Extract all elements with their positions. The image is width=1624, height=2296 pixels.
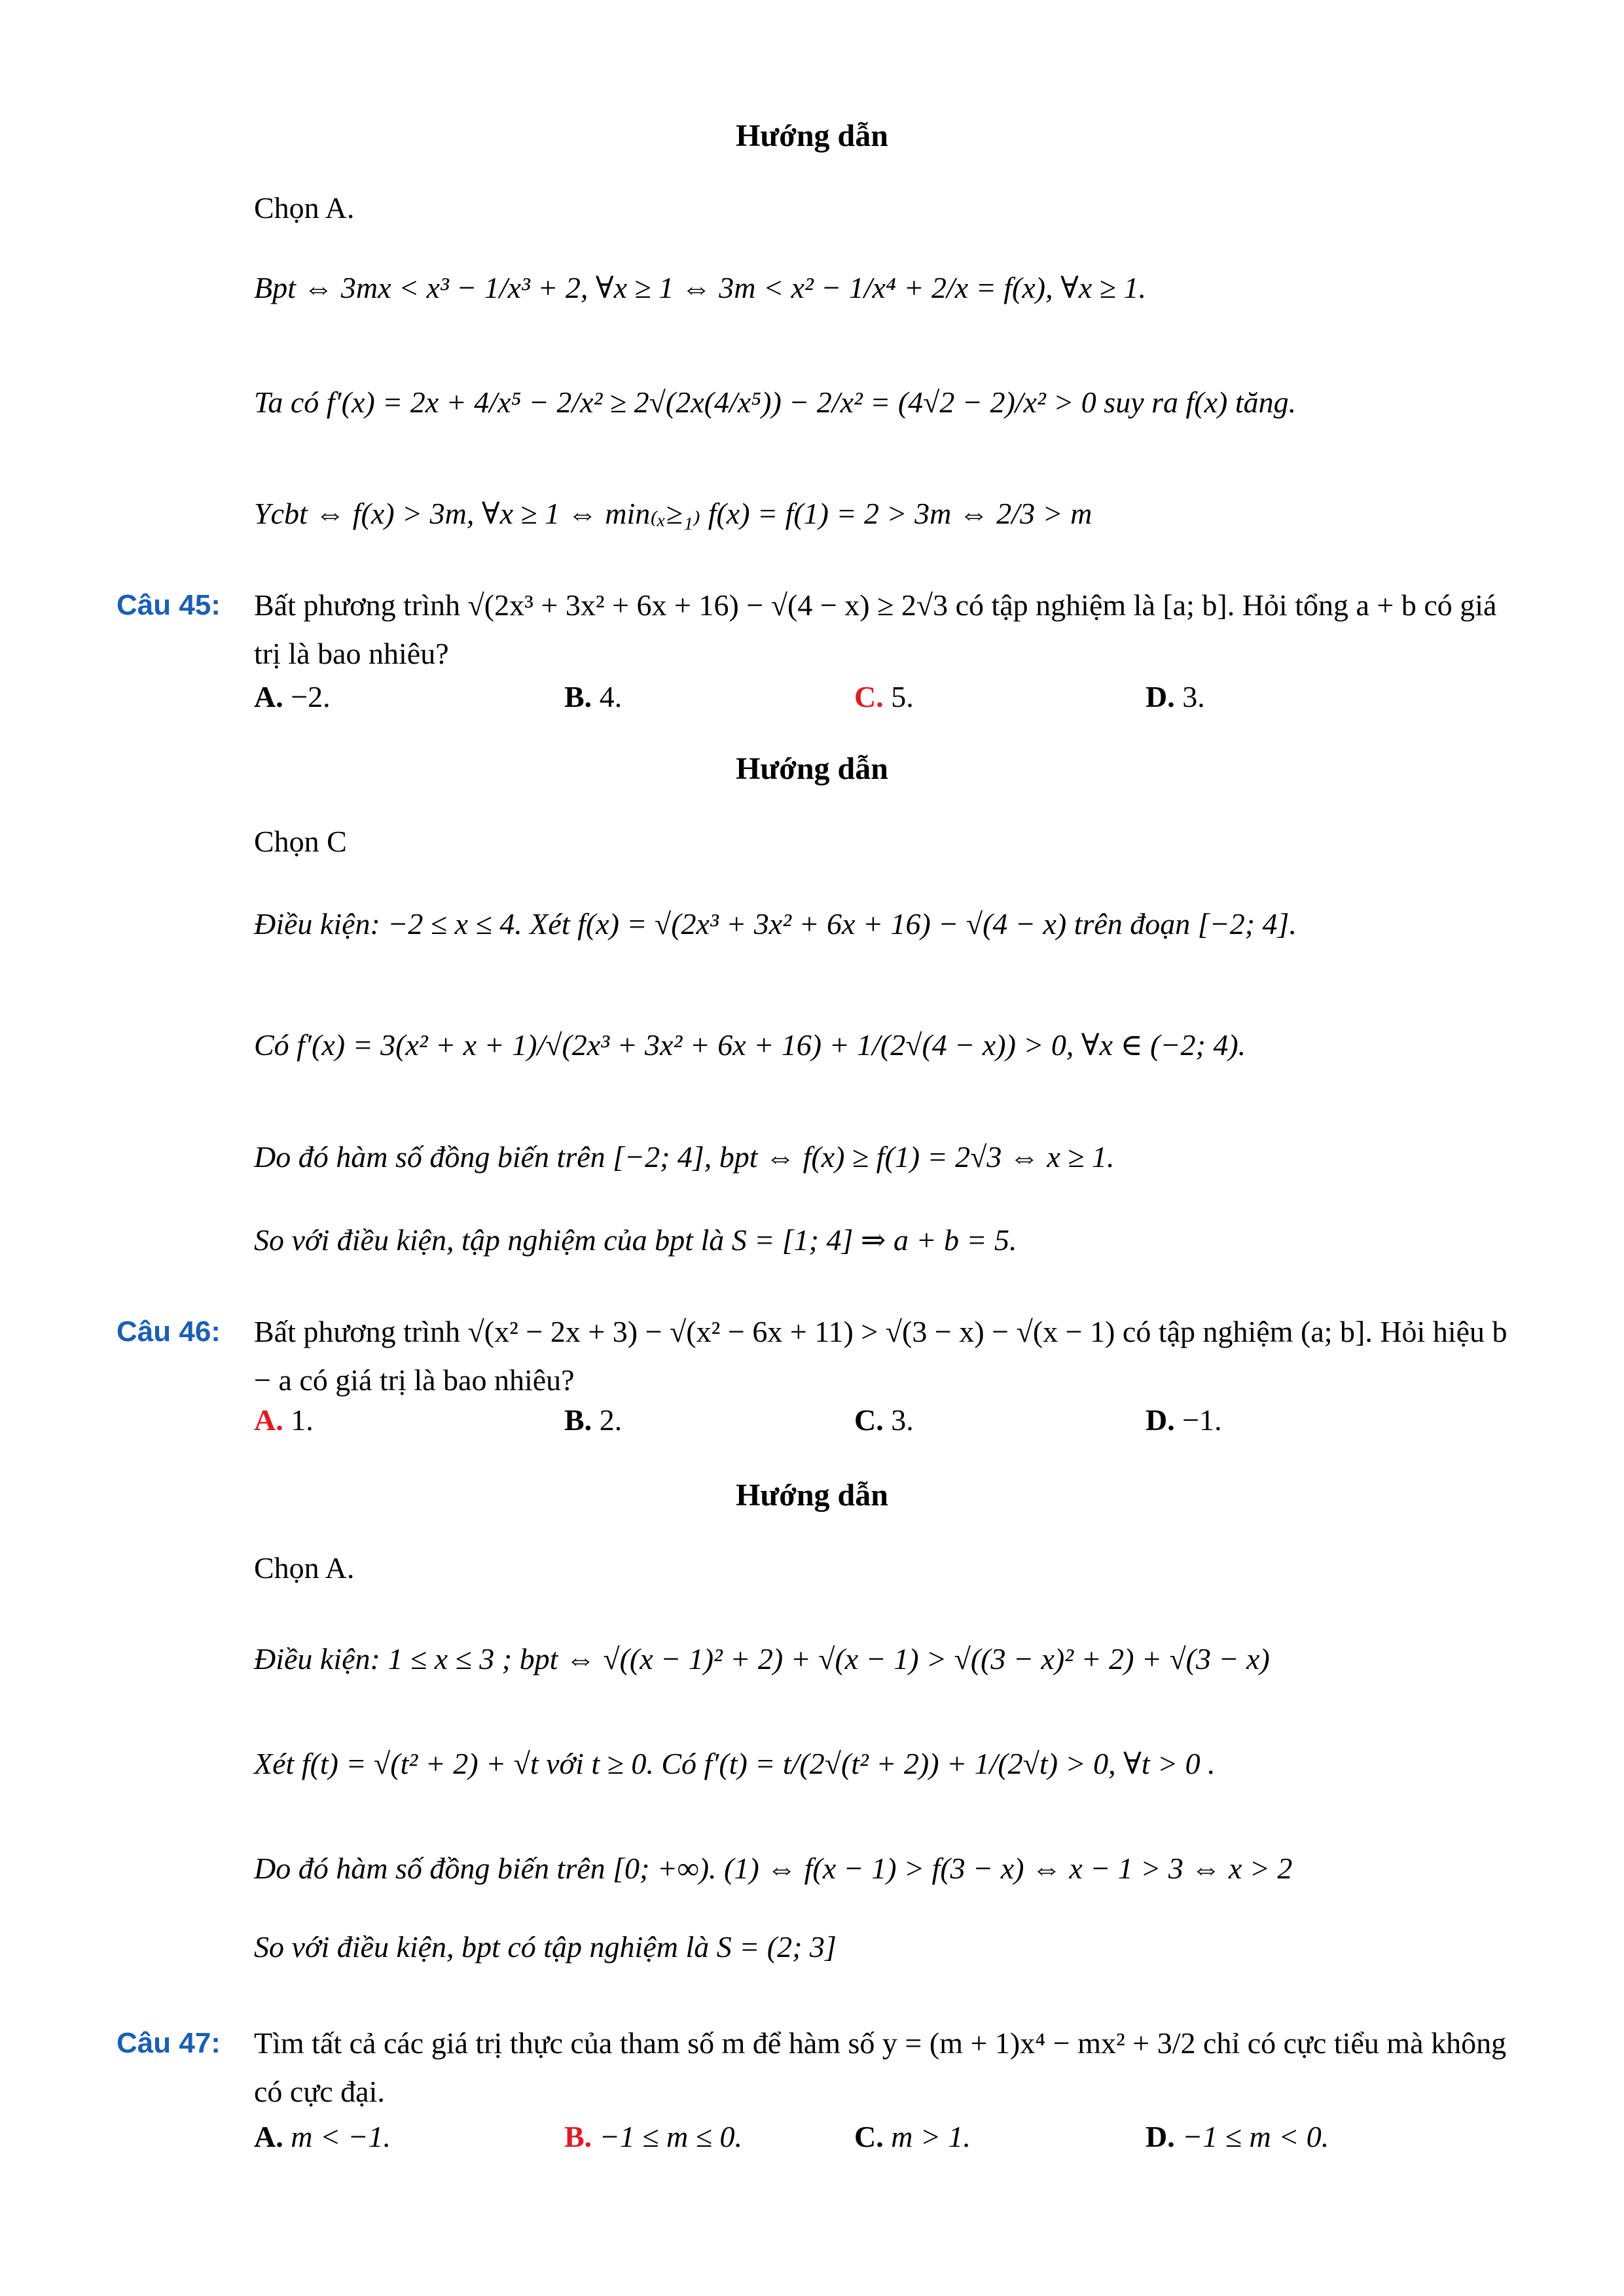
- solution-step: Có f′(x) = 3(x² + x + 1)/√(2x³ + 3x² + 6x + 16) + 1/(2√(4 − x)) > 0, ∀x ∈ (−2; 4).: [254, 1028, 1246, 1062]
- solution-heading: Hướng dẫn: [736, 1478, 888, 1513]
- solution-step: Xét f(t) = √(t² + 2) + √t với t ≥ 0. Có f′(t) = t/(2√(t² + 2)) + 1/(2√t) > 0, ∀t > 0 .: [254, 1747, 1216, 1780]
- option-c: C. m > 1.: [854, 2120, 971, 2153]
- solution-step: Do đó hàm số đồng biến trên [0; +∞). (1) ⇔ f(x − 1) > f(3 − x) ⇔ x − 1 > 3 ⇔ x > 2: [254, 1852, 1293, 1885]
- option-b: B. 2.: [564, 1403, 623, 1437]
- solution-step: Điều kiện: 1 ≤ x ≤ 3 ; bpt ⇔ √((x − 1)² + 2) + √(x − 1) > √((3 − x)² + 2) + √(3 − x): [254, 1642, 1270, 1676]
- question-label: Câu 47:: [117, 2027, 221, 2059]
- question-label: Câu 46:: [117, 1316, 221, 1348]
- solution-step: Do đó hàm số đồng biến trên [−2; 4], bpt ⇔ f(x) ≥ f(1) = 2√3 ⇔ x ≥ 1.: [254, 1140, 1115, 1174]
- option-d: D. 3.: [1146, 680, 1205, 713]
- option-b-correct: B. −1 ≤ m ≤ 0.: [564, 2120, 742, 2153]
- option-a: A. −2.: [254, 680, 331, 713]
- question-text: Bất phương trình √(x² − 2x + 3) − √(x² − 6x + 11) > √(3 − x) − √(x − 1) có tập nghiệm (a; b]. Hỏi hiệu b − a có giá trị là bao nhiêu?: [254, 1315, 1507, 1397]
- solution-step: Ycbt ⇔ f(x) > 3m, ∀x ≥ 1 ⇔ min₍ₓ≥₁₎ f(x) = f(1) = 2 > 3m ⇔ 2/3 > m: [254, 497, 1092, 530]
- solution-step: Ta có f′(x) = 2x + 4/x⁵ − 2/x² ≥ 2√(2x(4/x⁵)) − 2/x² = (4√2 − 2)/x² > 0 suy ra f(x) tăng.: [254, 386, 1297, 419]
- question-text: Tìm tất cả các giá trị thực của tham số m để hàm số y = (m + 1)x⁴ − mx² + 3/2 chỉ có cực tiểu mà không có cực đại.: [254, 2026, 1507, 2108]
- option-b: B. 4.: [564, 680, 623, 713]
- question-text: Bất phương trình √(2x³ + 3x² + 6x + 16) − √(4 − x) ≥ 2√3 có tập nghiệm là [a; b]. Hỏi tổng a + b có giá trị là bao nhiêu?: [254, 588, 1497, 670]
- option-c: C. 3.: [854, 1403, 914, 1437]
- question-label: Câu 45:: [117, 589, 221, 621]
- option-c-correct: C. 5.: [854, 680, 914, 713]
- solution-step: Điều kiện: −2 ≤ x ≤ 4. Xét f(x) = √(2x³ + 3x² + 6x + 16) − √(4 − x) trên đoạn [−2; 4].: [254, 907, 1297, 941]
- solution-choice: Chọn C: [254, 825, 347, 858]
- option-d: D. −1.: [1146, 1403, 1222, 1437]
- option-a-correct: A. 1.: [254, 1403, 314, 1437]
- option-d: D. −1 ≤ m < 0.: [1146, 2120, 1329, 2153]
- solution-choice: Chọn A.: [254, 191, 355, 224]
- solution-step: So với điều kiện, bpt có tập nghiệm là S = (2; 3]: [254, 1930, 837, 1964]
- solution-heading: Hướng dẫn: [736, 118, 888, 153]
- solution-step: Bpt ⇔ 3mx < x³ − 1/x³ + 2, ∀x ≥ 1 ⇔ 3m < x² − 1/x⁴ + 2/x = f(x), ∀x ≥ 1.: [254, 271, 1146, 304]
- solution-step: So với điều kiện, tập nghiệm của bpt là S = [1; 4] ⇒ a + b = 5.: [254, 1223, 1017, 1257]
- solution-heading: Hướng dẫn: [736, 751, 888, 786]
- solution-choice: Chọn A.: [254, 1551, 355, 1585]
- option-a: A. m < −1.: [254, 2120, 391, 2153]
